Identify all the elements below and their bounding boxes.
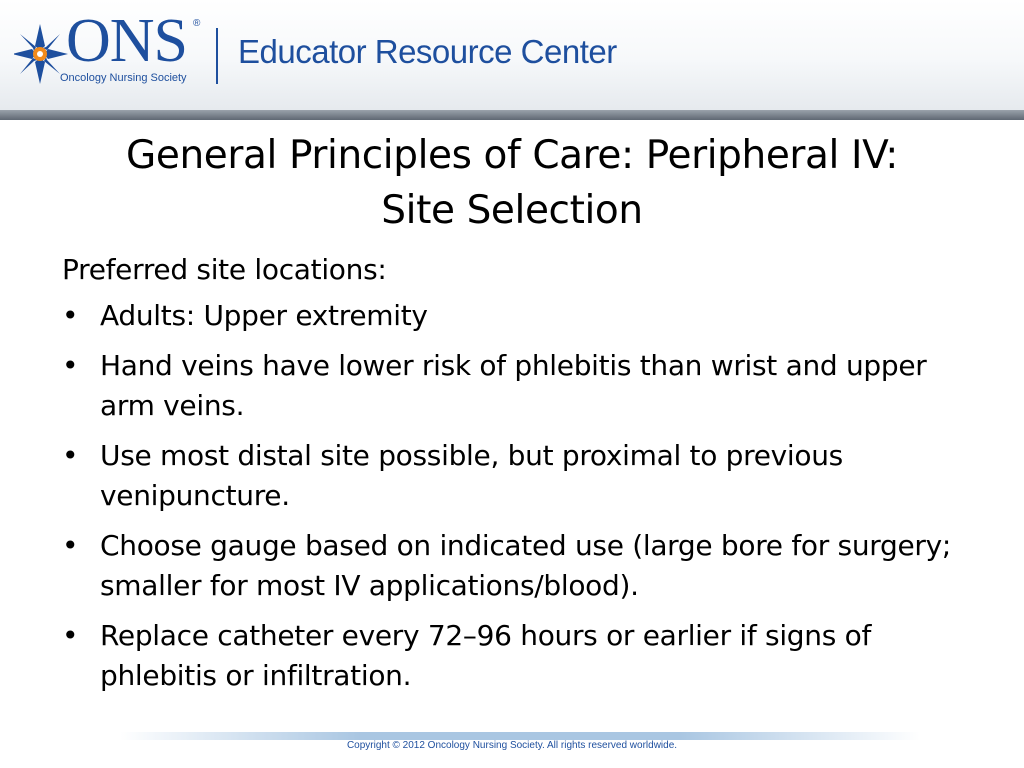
bullet-list	[62, 296, 962, 696]
footer-rule	[120, 732, 920, 740]
slide-title-line-1: General Principles of Care: Peripheral IV:	[126, 133, 898, 178]
header-bar	[0, 0, 1024, 110]
bullet-item: • Choose gauge based on indicated use (large bore for surgery; smaller for most IV applications/blood).	[62, 526, 962, 606]
slide-title	[40, 128, 984, 238]
header-divider	[216, 28, 218, 84]
slide-content	[62, 250, 962, 706]
bullet-item: • Adults: Upper extremity	[62, 296, 962, 336]
footer-copyright: Copyright © 2012 Oncology Nursing Society. All rights reserved worldwide.	[346, 740, 678, 751]
slide-title-line-2: Site Selection	[381, 188, 643, 233]
bullet-item: • Hand veins have lower risk of phlebitis than wrist and upper arm veins.	[62, 346, 962, 426]
header-rule	[0, 110, 1024, 120]
registered-mark: ®	[193, 18, 201, 29]
intro-text: Preferred site locations:	[62, 253, 387, 286]
ons-logo-text: ONS	[66, 7, 188, 75]
header-title: Educator Resource Center	[238, 33, 617, 70]
bullet-item: • Replace catheter every 72–96 hours or earlier if signs of phlebitis or infiltration.	[62, 616, 962, 696]
ons-logo-subtitle: Oncology Nursing Society	[60, 72, 187, 84]
bullet-item: • Use most distal site possible, but proximal to previous venipuncture.	[62, 436, 962, 516]
